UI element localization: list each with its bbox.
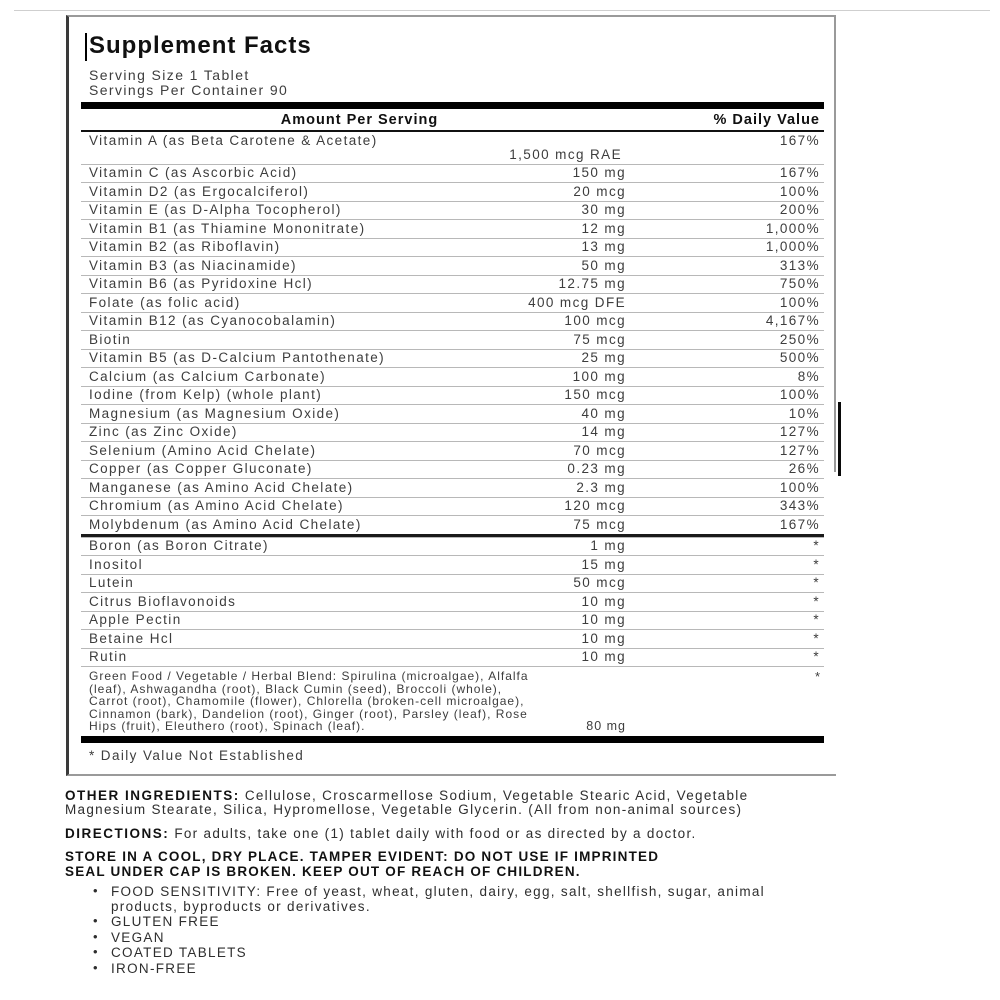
nutrient-amount: 75 mcg	[573, 516, 626, 532]
serving-size-line: Serving Size 1 Tablet	[89, 67, 250, 83]
nutrient-dv: 100%	[779, 387, 820, 402]
nutrient-row	[81, 555, 824, 574]
nutrient-row	[81, 132, 824, 164]
nutrient-name: Molybdenum (as Amino Acid Chelate)	[89, 516, 362, 532]
nutrient-row	[81, 478, 824, 497]
nutrient-name: Biotin	[89, 331, 132, 347]
nutrient-amount: 30 mg	[581, 202, 626, 217]
blend-dv-asterisk: *	[814, 669, 820, 684]
nutrient-name: Vitamin D2 (as Ergocalciferol)	[89, 183, 310, 199]
nutrient-name: Vitamin B5 (as D-Calcium Pantothenate)	[89, 350, 386, 365]
nutrient-rows-with-dv	[81, 132, 824, 534]
nutrient-dv: *	[813, 575, 820, 590]
nutrient-row	[81, 238, 824, 257]
nutrient-row	[81, 460, 824, 479]
storage-warning: STORE IN A COOL, DRY PLACE. TAMPER EVIDENT: DO NOT USE IF IMPRINTED SEAL UNDER CAP IS BROKEN. KEEP OUT OF REACH OF CHILDREN.	[65, 849, 660, 879]
feature-list	[93, 885, 822, 976]
nutrient-dv: 26%	[788, 461, 820, 476]
nutrient-row	[81, 219, 824, 238]
nutrient-dv: *	[813, 538, 820, 553]
nutrient-name: Vitamin A (as Beta Carotene & Acetate)	[89, 132, 378, 148]
nutrient-name: Citrus Bioflavonoids	[89, 593, 237, 609]
bullet-icon: •	[93, 928, 99, 944]
nutrient-amount: 10 mg	[581, 649, 626, 664]
serving-info	[89, 68, 824, 98]
feature-text: FOOD SENSITIVITY: Free of yeast, wheat, gluten, dairy, egg, salt, shellfish, sugar, animal products, byproducts or derivatives.	[111, 884, 765, 914]
nutrient-name: Folate (as folic acid)	[89, 294, 241, 310]
directions-text: For adults, take one (1) tablet daily with food or as directed by a doctor.	[174, 825, 697, 841]
nutrient-amount: 10 mg	[581, 630, 626, 646]
nutrient-row	[81, 312, 824, 331]
nutrient-dv: 167%	[779, 165, 820, 180]
nutrient-amount: 10 mg	[581, 612, 626, 627]
nutrient-row	[81, 349, 824, 368]
directions-paragraph	[65, 827, 822, 842]
nutrient-dv: 250%	[779, 331, 820, 347]
nutrient-dv: *	[813, 649, 820, 664]
feature-text: GLUTEN FREE	[111, 914, 220, 929]
feature-text: IRON-FREE	[111, 960, 197, 976]
nutrient-dv: 100%	[779, 479, 820, 495]
nutrient-dv: 1,000%	[765, 239, 820, 254]
table-header-row	[81, 109, 824, 132]
heavy-rule-top	[81, 102, 824, 109]
directions-label: DIRECTIONS:	[65, 825, 170, 841]
nutrient-dv: 4,167%	[765, 313, 820, 328]
nutrient-dv: 500%	[779, 350, 820, 365]
label-page	[66, 15, 836, 977]
nutrient-name: Vitamin B3 (as Niacinamide)	[89, 257, 297, 273]
nutrient-amount: 150 mcg	[564, 387, 626, 402]
nutrient-row	[81, 330, 824, 349]
nutrient-amount: 70 mcg	[573, 442, 626, 458]
nutrient-row	[81, 648, 824, 667]
panel-right-border	[834, 15, 836, 472]
nutrient-amount: 12 mg	[581, 220, 626, 236]
nutrient-name: Vitamin C (as Ascorbic Acid)	[89, 165, 298, 180]
nutrient-amount: 150 mg	[572, 165, 626, 180]
nutrient-row	[81, 404, 824, 423]
nutrient-row	[81, 423, 824, 442]
supplement-facts-panel	[66, 15, 836, 776]
nutrient-name: Vitamin B1 (as Thiamine Mononitrate)	[89, 220, 366, 236]
nutrient-name: Calcium (as Calcium Carbonate)	[89, 368, 327, 384]
nutrient-dv: *	[813, 612, 820, 627]
nutrient-name: Manganese (as Amino Acid Chelate)	[89, 479, 354, 495]
nutrient-dv: 8%	[797, 368, 820, 384]
nutrient-amount: 20 mcg	[573, 183, 626, 199]
other-ingredients-paragraph	[65, 789, 822, 818]
nutrient-row	[81, 201, 824, 220]
heavy-rule-bottom	[81, 736, 824, 743]
supplement-facts-title: Supplement Facts	[89, 32, 312, 59]
nutrient-dv: 167%	[779, 516, 820, 532]
nutrient-amount: 120 mcg	[564, 498, 626, 513]
nutrient-amount: 25 mg	[581, 350, 626, 365]
nutrient-name: Rutin	[89, 649, 128, 664]
feature-item	[93, 928, 822, 946]
feature-item	[93, 959, 822, 977]
nutrient-name: Vitamin B12 (as Cyanocobalamin)	[89, 313, 337, 328]
nutrient-dv: *	[813, 630, 820, 646]
servings-per-container-line: Servings Per Container 90	[89, 82, 289, 98]
blend-amount: 80 mg	[586, 718, 626, 733]
nutrient-amount: 100 mg	[572, 368, 626, 384]
bullet-icon: •	[93, 883, 99, 898]
nutrient-dv: 1,000%	[765, 220, 820, 236]
nutrient-dv: *	[813, 593, 820, 609]
nutrient-row	[81, 441, 824, 460]
nutrient-dv: 750%	[779, 276, 820, 291]
nutrient-name: Magnesium (as Magnesium Oxide)	[89, 405, 341, 421]
nutrient-name: Lutein	[89, 575, 135, 590]
blend-row	[81, 666, 824, 736]
nutrient-amount: 1,500 mcg RAE	[509, 146, 622, 162]
nutrient-row	[81, 611, 824, 630]
nutrient-dv: 167%	[779, 132, 820, 148]
nutrient-name: Zinc (as Zinc Oxide)	[89, 424, 238, 439]
nutrient-dv: 313%	[779, 257, 820, 273]
nutrient-amount: 14 mg	[581, 424, 626, 439]
nutrient-amount: 50 mcg	[573, 575, 626, 590]
bullet-icon: •	[93, 944, 99, 959]
other-ingredients-label: OTHER INGREDIENTS:	[65, 787, 240, 803]
bullet-icon: •	[93, 913, 99, 928]
nutrient-row	[81, 275, 824, 294]
nutrient-dv: 343%	[779, 498, 820, 513]
nutrient-amount: 0.23 mg	[567, 461, 626, 476]
blend-description: Green Food / Vegetable / Herbal Blend: Spirulina (microalgae), Alfalfa (leaf), Ashwagandha (root), Black Cumin (seed), Broccoli (whole), Carrot (root), Chamomile (flower), Chlorella (broken-cell microalgae), Cinnamon (bark), Dandelion (root), Ginger (root), Parsley (leaf), Rose Hips (fruit), Eleuthero (root), Spinach (leaf).	[89, 669, 529, 733]
right-border-artifact-line	[838, 402, 841, 476]
nutrient-amount: 10 mg	[581, 593, 626, 609]
nutrient-name: Chromium (as Amino Acid Chelate)	[89, 498, 344, 513]
feature-text: VEGAN	[111, 929, 165, 945]
nutrient-dv: 10%	[788, 405, 820, 421]
nutrient-amount: 1 mg	[590, 538, 626, 553]
nutrient-name: Vitamin E (as D-Alpha Tocopherol)	[89, 202, 342, 217]
info-sections	[65, 789, 822, 977]
nutrient-name: Betaine Hcl	[89, 630, 174, 646]
nutrient-row	[81, 629, 824, 648]
nutrient-amount: 2.3 mg	[576, 479, 626, 495]
nutrient-amount: 100 mcg	[564, 313, 626, 328]
nutrient-row	[81, 164, 824, 183]
feature-text: COATED TABLETS	[111, 945, 247, 960]
daily-value-footnote: * Daily Value Not Established	[89, 747, 305, 763]
feature-item	[93, 915, 822, 930]
nutrient-amount: 75 mcg	[573, 331, 626, 347]
nutrient-amount: 13 mg	[581, 239, 626, 254]
nutrient-dv: 100%	[779, 183, 820, 199]
nutrient-amount: 400 mcg DFE	[528, 294, 626, 310]
feature-item	[93, 885, 822, 914]
nutrient-row	[81, 367, 824, 386]
nutrient-row	[81, 592, 824, 611]
nutrient-name: Copper (as Copper Gluconate)	[89, 461, 313, 476]
nutrient-name: Vitamin B2 (as Riboflavin)	[89, 239, 281, 254]
nutrient-dv: 127%	[779, 424, 820, 439]
feature-item	[93, 946, 822, 961]
header-amount-per-serving: Amount Per Serving	[280, 112, 439, 128]
nutrient-row	[81, 386, 824, 405]
nutrient-name: Inositol	[89, 556, 143, 572]
nutrient-name: Selenium (Amino Acid Chelate)	[89, 442, 317, 458]
bullet-icon: •	[93, 959, 99, 975]
page-top-hairline	[14, 10, 990, 11]
nutrient-row	[81, 515, 824, 534]
nutrient-dv: *	[813, 556, 820, 572]
nutrient-amount: 15 mg	[581, 556, 626, 572]
nutrient-amount: 40 mg	[581, 405, 626, 421]
nutrient-amount: 12.75 mg	[558, 276, 626, 291]
nutrient-name: Vitamin B6 (as Pyridoxine Hcl)	[89, 276, 314, 291]
nutrient-row	[81, 497, 824, 516]
text-cursor	[85, 33, 87, 61]
other-ingredients-text: Cellulose, Croscarmellose Sodium, Vegetable Stearic Acid, Vegetable Magnesium Stearate, Silica, Hypromellose, Vegetable Glycerin. (All from non-animal sources)	[65, 787, 749, 817]
nutrient-amount: 50 mg	[581, 257, 626, 273]
header-daily-value: % Daily Value	[713, 112, 820, 128]
nutrient-row	[81, 574, 824, 593]
nutrient-name: Boron (as Boron Citrate)	[89, 538, 269, 553]
nutrient-row	[81, 537, 824, 556]
nutrient-rows-no-dv	[81, 534, 824, 667]
nutrient-name: Apple Pectin	[89, 612, 182, 627]
nutrient-row	[81, 182, 824, 201]
nutrient-dv: 200%	[779, 202, 820, 217]
nutrient-dv: 127%	[779, 442, 820, 458]
nutrient-row	[81, 293, 824, 312]
nutrient-row	[81, 256, 824, 275]
nutrient-name: Iodine (from Kelp) (whole plant)	[89, 387, 323, 402]
nutrient-dv: 100%	[779, 294, 820, 310]
